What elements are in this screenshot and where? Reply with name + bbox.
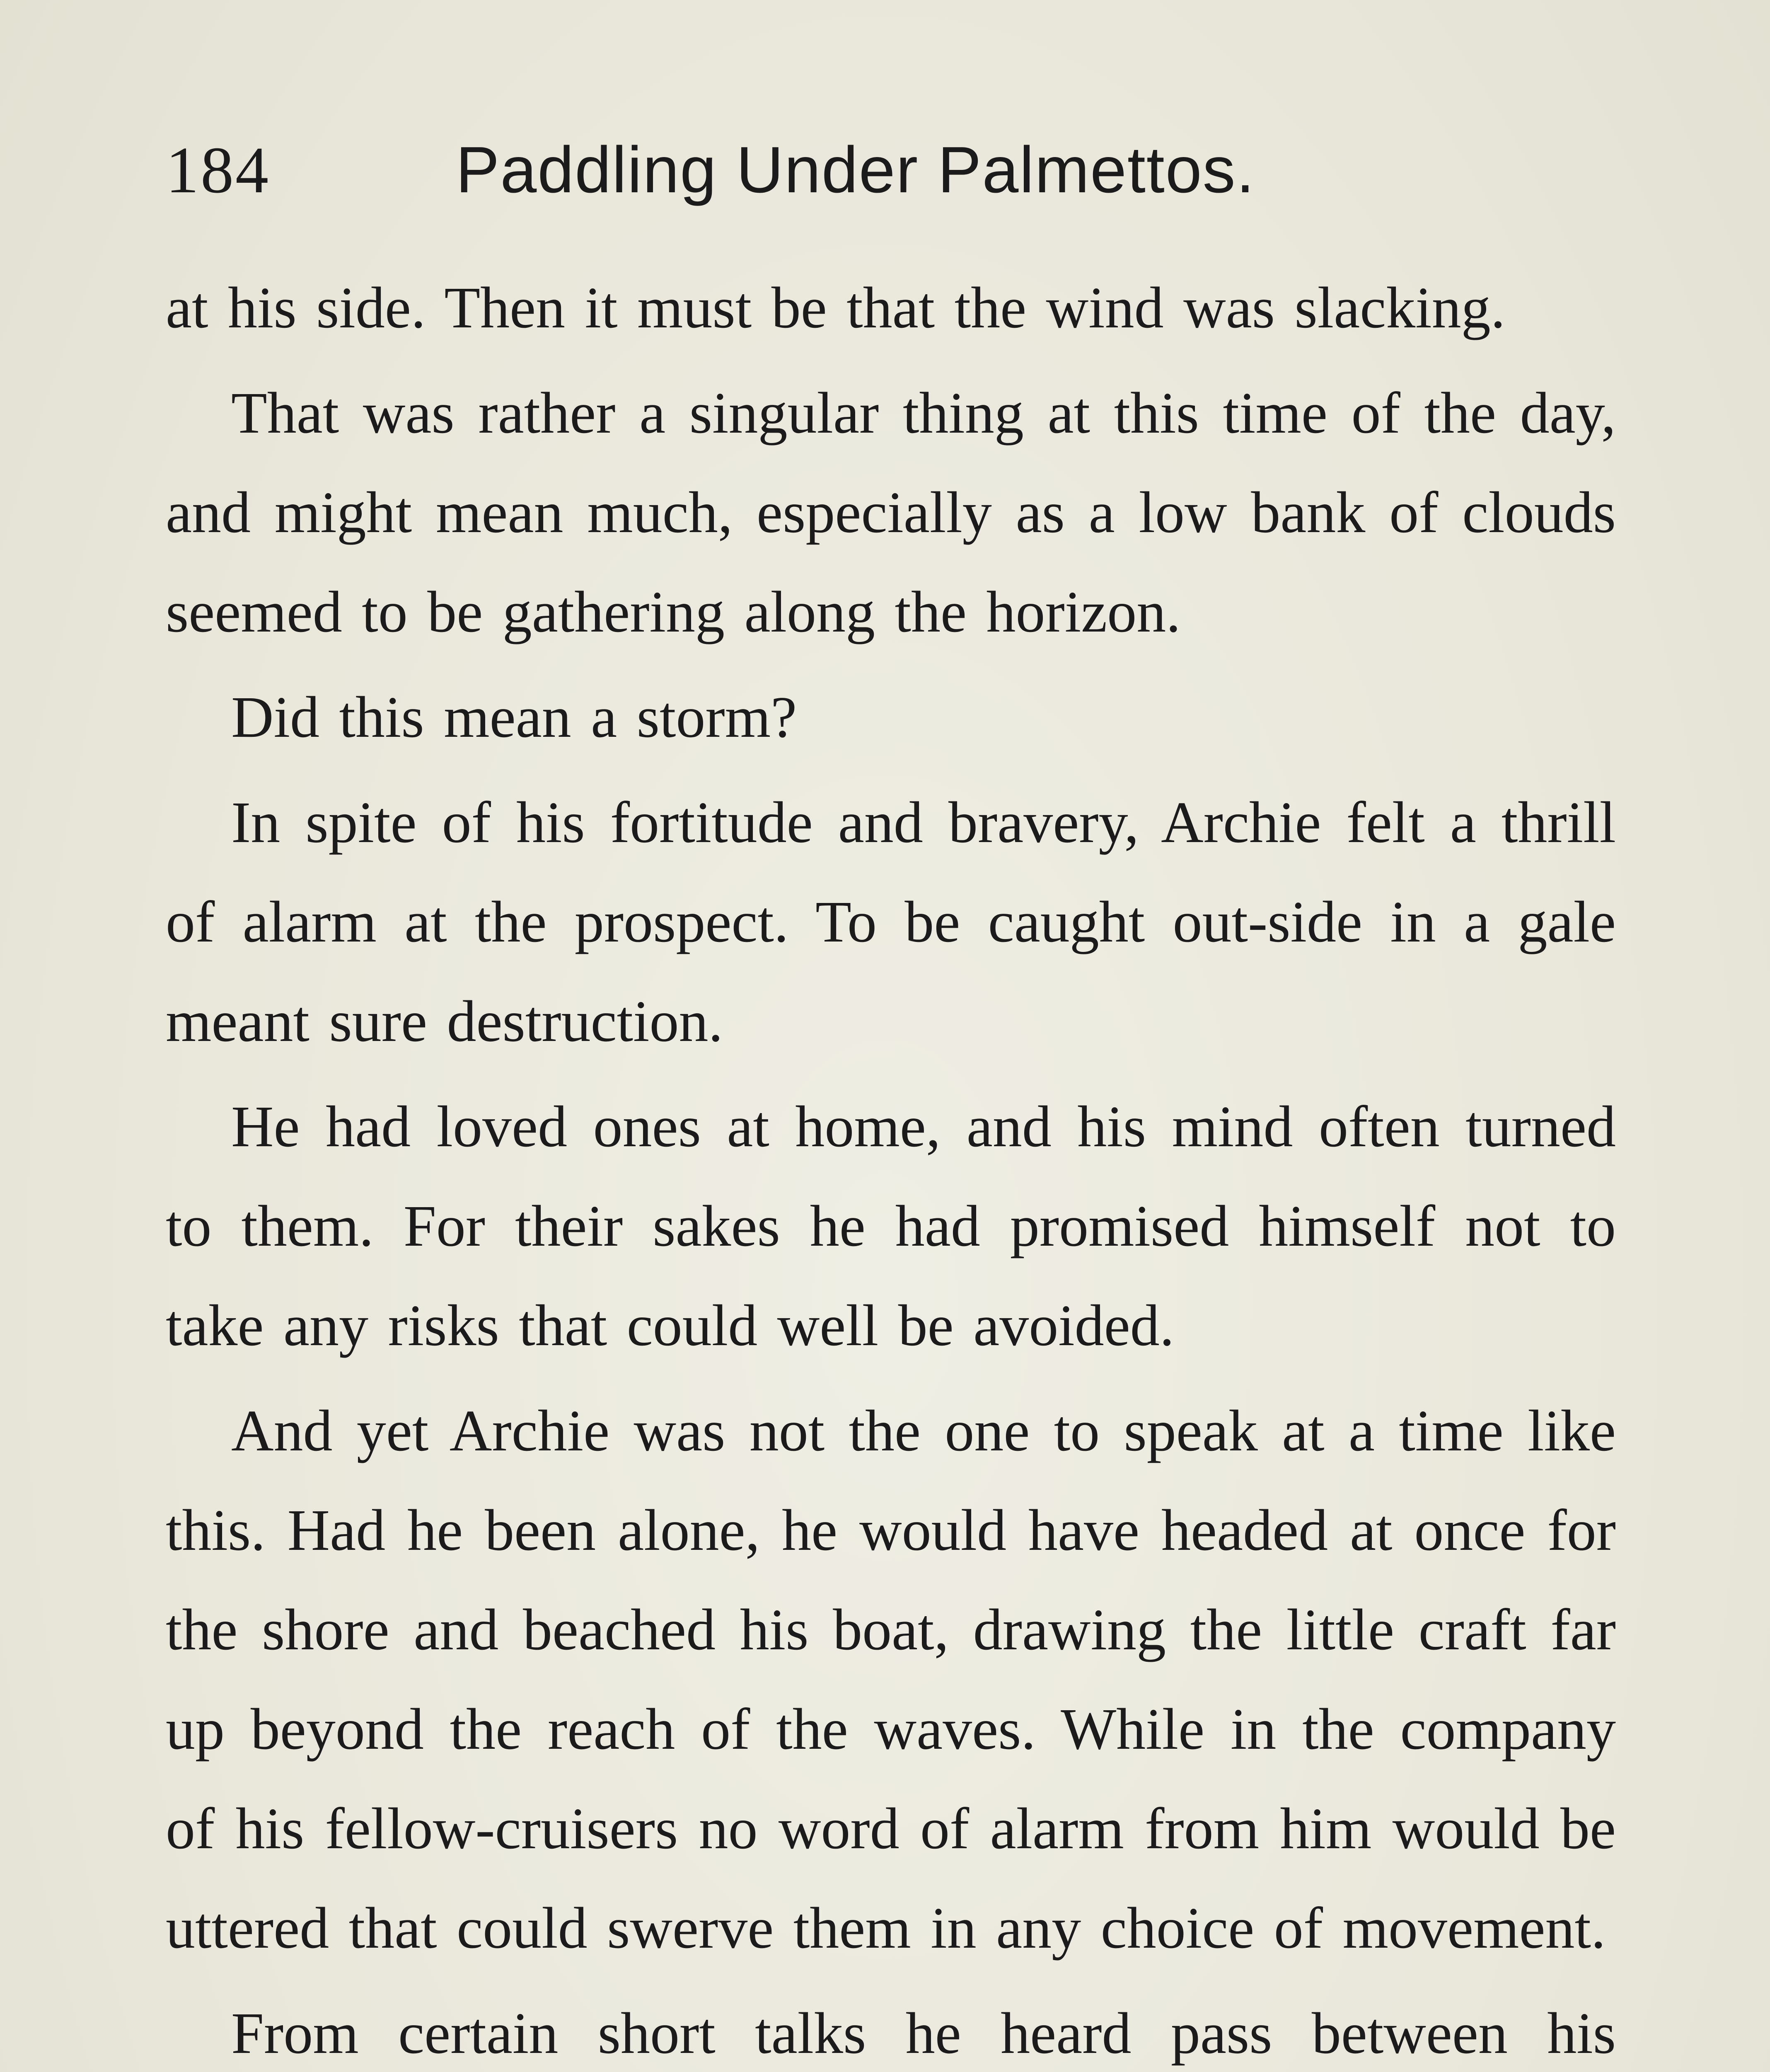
paragraph: That was rather a singular thing at this time of the day, and might mean much, especially as a low bank of clouds seemed to be gathering along the horizon. <box>166 380 1616 644</box>
page-number: 184 <box>166 133 270 207</box>
paragraph: Did this mean a storm? <box>231 684 797 750</box>
paragraph: In spite of his fortitude and bravery, Archie felt a thrill of alarm at the prospect. To be caught out-side in a gale meant sure destruction. <box>166 789 1616 1054</box>
paragraph: From certain short talks he heard pass between his <box>231 2000 1616 2066</box>
paragraph: And yet Archie was not the one to speak at a time like this. Had he been alone, he would have headed at once for the shore and beached his boat, drawing the little craft far up beyond the reach of the waves. While in the company of his fellow-cruisers no word of alarm from him would be uttered that could swerve them in any choice of movement. <box>166 1398 1616 1961</box>
running-title: Paddling Under Palmettos. <box>456 133 1255 206</box>
running-header <box>166 124 1616 215</box>
paragraph: He had loved ones at home, and his mind often turned to them. For their sakes he had promised himself not to take any risks that could well be avoided. <box>166 1094 1616 1358</box>
paragraph: at his side. Then it must be that the wind was slacking. <box>166 275 1506 340</box>
body-text <box>166 258 1616 2072</box>
